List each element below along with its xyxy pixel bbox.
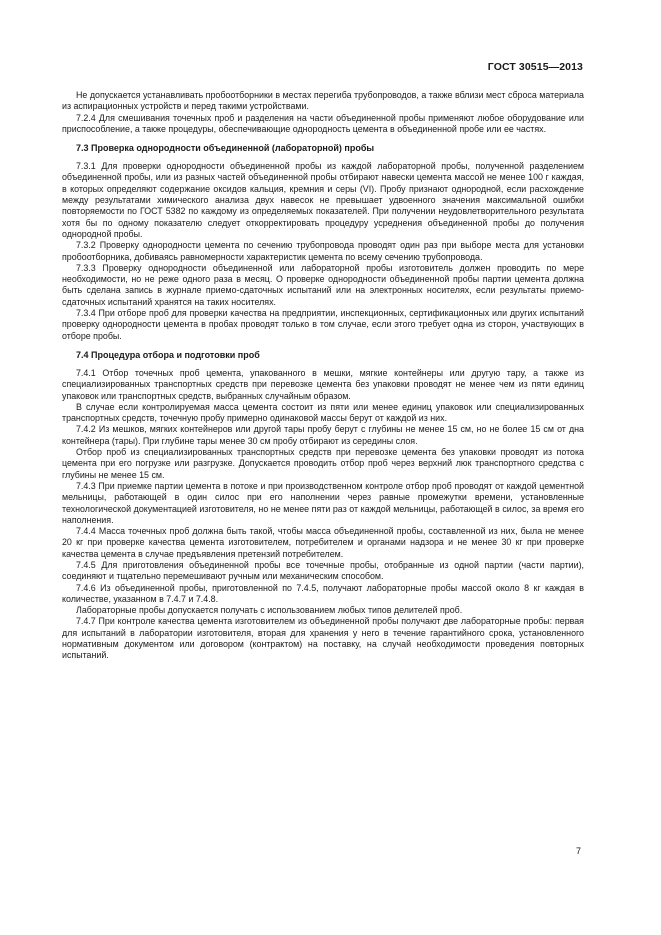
paragraph: 7.3.2 Проверку однородности цемента по сечению трубопровода проводят один раз при выборе места для установки пробоотборника, добиваясь равномерности характеристик цемента по всему сечению трубопровода. [62,240,584,262]
paragraph: 7.3.4 При отборе проб для проверки качества на предприятии, инспекционных, сертификационных или других испытаний проверку однородности цемента в пробах проводят только в том случае, если этого требует одна из сторон, участвующих в отборе пробы. [62,308,584,341]
paragraph: 7.4.6 Из объединенной пробы, приготовленной по 7.4.5, получают лабораторные пробы массой около 8 кг каждая в количестве, указанном в 7.4.7 и 7.4.8. [62,582,584,604]
paragraph: В случае если контролируемая масса цемента состоит из пяти или менее единиц упаковок или специализированных транспортных средств, точечную пробу примерно одинаковой массы берут от каждой из них. [62,401,584,424]
paragraph: Лабораторные пробы допускается получать с использованием любых типов делителей проб. [76,605,463,616]
paragraph: 7.3.1 Для проверки однородности объединенной пробы из каждой лабораторной пробы, полученной разделением объединенной пробы, или из разных частей объединенной пробы отбирают навески цемента массой не менее 100 г каждая, в которых определяют содержание оксидов кальция, кремния и серы (VI). Пробу признают однородной, если расхождение между результатами химического анализа двух навесок не превышает удвоенного значения максимальной ошибки повторяемости по ГОСТ 5382 по каждому из определяемых показателей. При получении неудовлетворительного результата хотя бы по одному показателю следует откорректировать процедуру усреднения объединенной пробы до получения однородной пробы. [62,161,584,239]
section-heading-7-4: 7.4 Процедура отбора и подготовки проб [76,349,260,360]
paragraph: 7.4.3 При приемке партии цемента в потоке и при производственном контроле отбор проб проводят от каждой цементной мельницы, работающей в один силос при его наполнении через равные промежутки времени, установленные технологической документацией изготовителя, но не менее пяти раз от каждой мельницы, работающей в силос, за время его наполнения. [62,480,584,525]
paragraph: 7.3.3 Проверку однородности объединенной или лабораторной пробы изготовитель должен проводить по мере необходимости, но не реже одного раза в месяц. О проверке однородности объединенной пробы партии цемента должна быть сделана запись в журнале приемо-сдаточных испытаний или на электронных носителях, если результаты приемо-сдаточных испытаний хранятся на таких носителях. [62,262,584,307]
paragraph: 7.4.7 При контроле качества цемента изготовителем из объединенной пробы получают две лабораторные пробы: первая для испытаний в лаборатории изготовителя, вторая для хранения у него в течение гарантийного срока, установленного нормативным документом или договором (контрактом) на поставку, на случай необходимости проведения повторных испытаний. [62,616,584,661]
paragraph: 7.4.4 Масса точечных проб должна быть такой, чтобы масса объединенной пробы, составленной из них, была не менее 20 кг при проверке качества цемента изготовителем, потребителем и органами надзора и не менее 30 кг при проверке качества цемента в случае предъявления претензий потребителем. [62,526,584,559]
paragraph: 7.4.2 Из мешков, мягких контейнеров или другой тары пробу берут с глубины не менее 15 см, но не более 15 см от дна контейнера (тары). При глубине тары менее 30 см пробу отбирают из середины слоя. [62,424,584,446]
page-number: 7 [575,846,581,856]
section-heading-7-3: 7.3 Проверка однородности объединенной (лабораторной) пробы [76,143,375,154]
paragraph: 7.2.4 Для смешивания точечных проб и разделения на части объединенной пробы применяют любое оборудование или приспособление, а также процедуры, обеспечивающие однородность цемента в объединенной пробе или ее частях. [62,112,584,134]
paragraph: 7.4.5 Для приготовления объединенной пробы все точечные пробы, отобранные из одной партии (части партии), соединяют и тщательно перемешивают ручным или механическим способом. [62,559,584,582]
paragraph: Отбор проб из специализированных транспортных средств при перевозке цемента без упаковки проводят из потока цемента при его погрузке или разгрузке. Допускается проводить отбор проб через верхний люк транспортного средства с глубины не менее 15 см. [62,447,584,480]
standard-header: ГОСТ 30515—2013 [487,61,583,73]
paragraph: Не допускается устанавливать пробоотборники в местах перегиба трубопроводов, а также вблизи мест сброса материала из аспирационных устройств и перед такими устройствами. [62,90,584,112]
document-body [62,90,584,662]
paragraph: 7.4.1 Отбор точечных проб цемента, упакованного в мешки, мягкие контейнеры или другую тару, а также из специализированных транспортных средств при перевозке цемента без упаковки проводят не менее чем из пяти единиц упаковок или транспортных средств, выбранных случайным образом. [62,367,584,401]
